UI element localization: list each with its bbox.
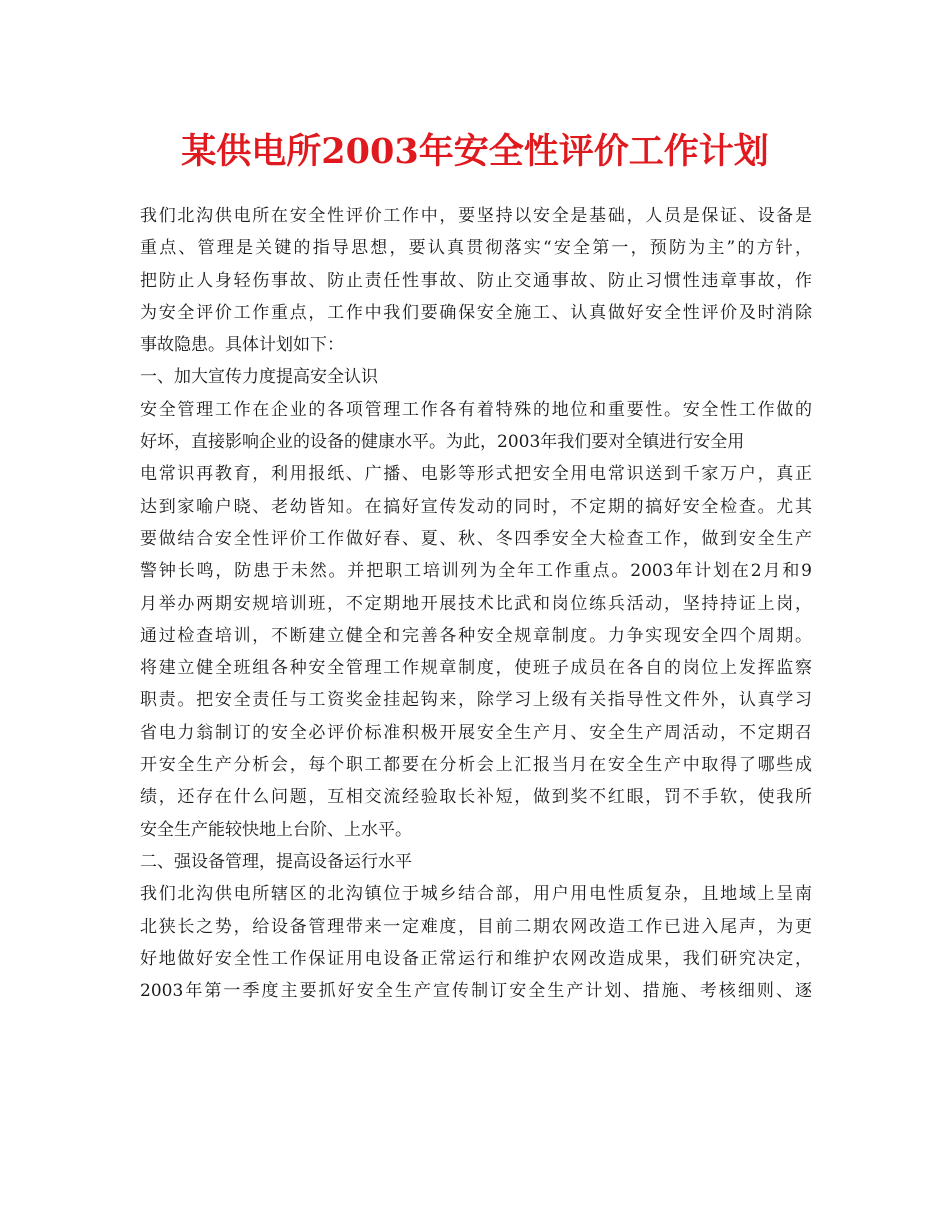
text-line: 重点、管理是关键的指导思想，要认真贯彻落实“安全第一，预防为主”的方针， [140,238,812,259]
text-line: 我们北沟供电所辖区的北沟镇位于城乡结合部，用户用电性质复杂，且地域上呈南 [140,884,812,905]
text-line: 安全管理工作在企业的各项管理工作各有着特殊的地位和重要性。安全性工作做的 [140,399,812,420]
text-line: 通过检查培训，不断建立健全和完善各种安全规章制度。力争实现安全四个周期。 [140,625,812,646]
text-line: 警钟长鸣，防患于未然。并把职工培训列为全年工作重点。2003年计划在2月和9 [140,561,812,582]
text-line: 2003年第一季度主要抓好安全生产宣传制订安全生产计划、措施、考核细则、逐 [140,981,812,1002]
text-line: 将建立健全班组各种安全管理工作规章制度，使班子成员在各自的岗位上发挥监察 [140,658,812,679]
text-line: 职责。把安全责任与工资奖金挂起钩来，除学习上级有关指导性文件外，认真学习 [140,690,812,711]
text-line: 安全生产能较快地上台阶、上水平。 [140,819,412,840]
text-line: 把防止人身轻伤事故、防止责任性事故、防止交通事故、防止习惯性违章事故，作 [140,270,812,291]
text-line: 要做结合安全性评价工作做好春、夏、秋、冬四季安全大检查工作，做到安全生产 [140,528,812,549]
text-line: 好坏，直接影响企业的设备的健康水平。为此，2003年我们要对全镇进行安全用 [140,432,745,453]
text-line: 为安全评价工作重点，工作中我们要确保安全施工、认真做好安全性评价及时消除 [140,302,812,323]
text-line: 北狭长之势，给设备管理带来一定难度，目前二期农网改造工作已进入尾声，为更 [140,916,812,937]
document-body [140,200,812,1007]
text-line: 电常识再教育，利用报纸、广播、电影等形式把安全用电常识送到千家万户，真正 [140,464,812,485]
document-title: 某供电所2003年安全性评价工作计划 [181,131,769,172]
text-line: 事故隐患。具体计划如下： [140,335,344,356]
text-line: 一、加大宣传力度提高安全认识 [140,367,378,388]
text-line: 二、强设备管理，提高设备运行水平 [140,851,412,872]
text-line: 绩，还存在什么问题，互相交流经验取长补短，做到奖不红眼，罚不手软，使我所 [140,787,812,808]
text-line: 我们北沟供电所在安全性评价工作中，要坚持以安全是基础，人员是保证、设备是 [140,206,812,226]
text-line: 达到家喻户晓、老幼皆知。在搞好宣传发动的同时，不定期的搞好安全检查。尤其 [140,496,812,517]
text-line: 好地做好安全性工作保证用电设备正常运行和维护农网改造成果，我们研究决定， [140,948,812,969]
text-line: 开安全生产分析会，每个职工都要在分析会上汇报当月在安全生产中取得了哪些成 [140,755,812,776]
text-line: 月举办两期安规培训班，不定期地开展技术比武和岗位练兵活动，坚持持证上岗， [140,593,812,614]
text-line: 省电力翁制订的安全必评价标准积极开展安全生产月、安全生产周活动，不定期召 [140,722,812,743]
